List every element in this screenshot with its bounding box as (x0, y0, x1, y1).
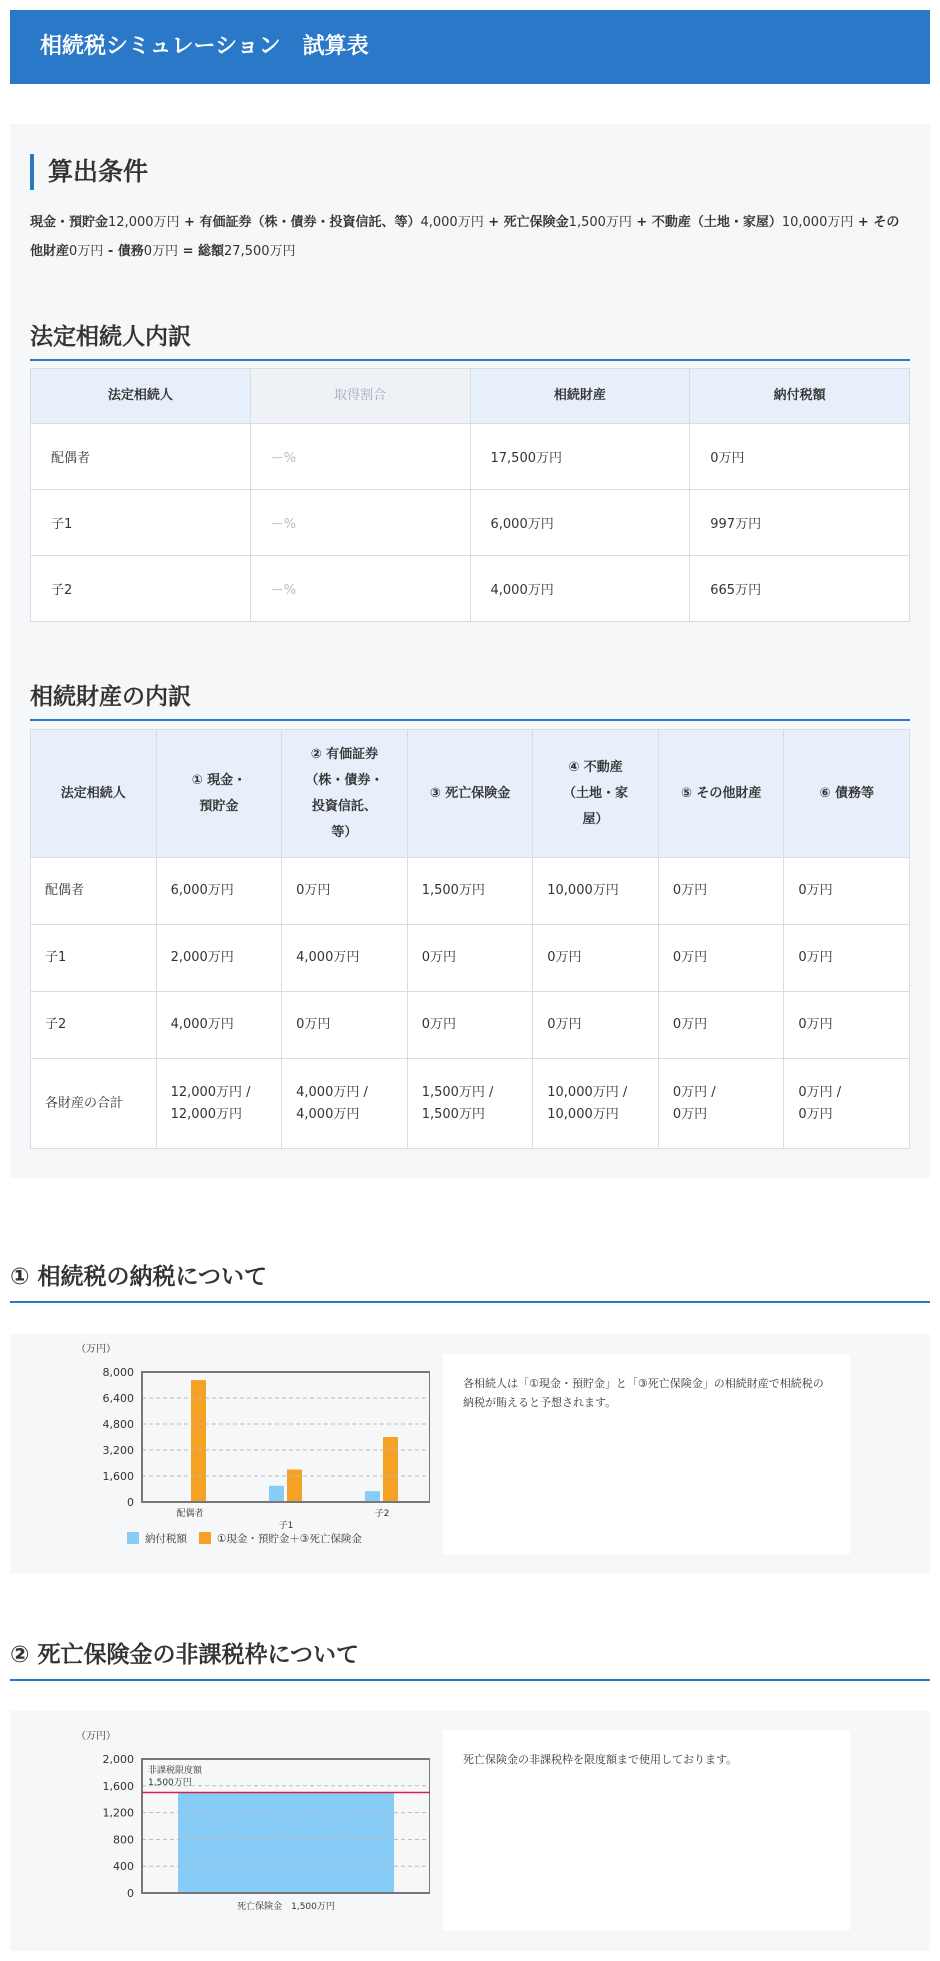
table-cell: ー% (250, 490, 470, 556)
x-tick-label: 子2 (374, 1509, 390, 1519)
bar-tax (269, 1486, 284, 1502)
y-tick-label: 2,000 (102, 1753, 134, 1766)
formula-value: 27,500万円 (224, 244, 296, 259)
y-axis-unit: （万円） (76, 1344, 116, 1355)
table-cell: 665万円 (690, 556, 910, 622)
formula-label: 現金・預貯金 (30, 215, 109, 230)
column-header: 法定相続人 (31, 730, 157, 858)
column-header: ② 有価証券 （株・債券・ 投資信託、 等） (282, 730, 408, 858)
formula-label: 不動産（土地・家屋） (651, 215, 782, 230)
table-cell: 子1 (31, 490, 251, 556)
table-cell: 0万円 (282, 992, 408, 1059)
table-cell: 各財産の合計 (31, 1059, 157, 1149)
column-header: 相続財産 (470, 369, 690, 424)
formula-label: その他財産 (30, 215, 900, 259)
x-tick-label: 子1 (278, 1521, 294, 1531)
formula-operator: = (178, 244, 198, 259)
table-cell: 4,000万円 (156, 992, 282, 1059)
formula-operator: + (179, 215, 200, 230)
table-row (31, 1059, 910, 1149)
table-cell: ー% (250, 556, 470, 622)
section2-box (10, 1711, 930, 1951)
y-tick-label: 400 (113, 1860, 134, 1874)
column-header: ③ 死亡保険金 (407, 730, 533, 858)
section2-text: 死亡保険金の非課税枠を限度額まで使用しております。 (443, 1730, 850, 1930)
table-cell: 0万円 (690, 424, 910, 490)
formula-operator: - (103, 244, 118, 259)
y-tick-label: 3,200 (102, 1444, 134, 1457)
table-cell: 10,000万円 / 10,000万円 (533, 1059, 659, 1149)
table-cell: ー% (250, 424, 470, 490)
table-cell: 0万円 / 0万円 (658, 1059, 784, 1149)
table-cell: 0万円 (533, 925, 659, 992)
table-header-row (31, 730, 910, 858)
table-cell: 12,000万円 / 12,000万円 (156, 1059, 282, 1149)
table-cell: 0万円 (784, 992, 910, 1059)
column-header: 法定相続人 (31, 369, 251, 424)
column-header: ① 現金・ 預貯金 (156, 730, 282, 858)
table-cell: 子2 (31, 556, 251, 622)
section1-title: ① 相続税の納税について (10, 1258, 930, 1303)
bar-tax (365, 1491, 380, 1502)
formula-label: 債務 (117, 244, 144, 259)
tax-chart (10, 1334, 430, 1574)
table-row (31, 556, 910, 622)
assets-table (30, 729, 910, 1149)
table-cell: 997万円 (690, 490, 910, 556)
bar-insurance (178, 1793, 394, 1894)
table-cell: 6,000万円 (156, 858, 282, 925)
table-cell: 配偶者 (31, 858, 157, 925)
section1-box (10, 1334, 930, 1574)
table-cell: 4,000万円 (470, 556, 690, 622)
table-cell: 0万円 (407, 925, 533, 992)
insurance-chart (10, 1711, 430, 1951)
page-title: 相続税シミュレーション 試算表 (40, 34, 369, 59)
y-tick-label: 0 (127, 1496, 134, 1509)
table-cell: 4,000万円 / 4,000万円 (282, 1059, 408, 1149)
column-header: 納付税額 (690, 369, 910, 424)
y-tick-label: 0 (127, 1887, 134, 1900)
x-tick-label: 死亡保険金 1,500万円 (237, 1902, 335, 1912)
table-cell: 2,000万円 (156, 925, 282, 992)
table-cell: 0万円 (784, 925, 910, 992)
table-row (31, 925, 910, 992)
table-cell: 0万円 (658, 992, 784, 1059)
table-cell: 子2 (31, 992, 157, 1059)
x-tick-label: 配偶者 (176, 1509, 204, 1519)
table-row (31, 992, 910, 1059)
column-header: ⑥ 債務等 (784, 730, 910, 858)
formula-label: 有価証券（株・債券・投資信託、等） (199, 215, 421, 230)
formula-value: 0万円 (69, 244, 104, 259)
table-cell: 4,000万円 (282, 925, 408, 992)
heirs-title: 法定相続人内訳 (30, 318, 910, 361)
y-tick-label: 8,000 (102, 1366, 134, 1379)
table-cell: 0万円 / 0万円 (784, 1059, 910, 1149)
y-axis-unit: （万円） (76, 1731, 116, 1742)
legend-swatch (127, 1532, 139, 1544)
y-tick-label: 6,400 (102, 1392, 134, 1405)
formula-operator: + (483, 215, 504, 230)
y-tick-label: 1,600 (102, 1470, 134, 1483)
formula-value: 10,000万円 (781, 215, 854, 230)
conditions-title: 算出条件 (30, 154, 148, 190)
formula-label: 総額 (198, 244, 225, 259)
formula-operator: + (853, 215, 874, 230)
table-cell: 0万円 (282, 858, 408, 925)
column-header: 取得割合 (250, 369, 470, 424)
limit-label: 非課税限度額 (148, 1766, 203, 1776)
table-row (31, 858, 910, 925)
legend-label: ①現金・預貯金＋③死亡保険金 (217, 1533, 362, 1545)
table-cell: 子1 (31, 925, 157, 992)
formula-value: 12,000万円 (108, 215, 180, 230)
table-cell: 0万円 (407, 992, 533, 1059)
table-cell: 配偶者 (31, 424, 251, 490)
column-header: ⑤ その他財産 (658, 730, 784, 858)
page-header (10, 10, 930, 84)
table-cell: 1,500万円 / 1,500万円 (407, 1059, 533, 1149)
assets-title: 相続財産の内訳 (30, 678, 910, 721)
formula-operator: + (631, 215, 652, 230)
bar-cash (383, 1437, 398, 1502)
table-cell: 0万円 (658, 858, 784, 925)
formula-value: 4,000万円 (420, 215, 484, 230)
table-cell: 1,500万円 (407, 858, 533, 925)
table-header-row (31, 369, 910, 424)
table-cell: 0万円 (658, 925, 784, 992)
column-header: ④ 不動産 （土地・家 屋） (533, 730, 659, 858)
formula-value: 1,500万円 (568, 215, 632, 230)
table-cell: 10,000万円 (533, 858, 659, 925)
conditions-formula (30, 208, 910, 266)
heirs-table (30, 368, 910, 622)
table-cell: 0万円 (784, 858, 910, 925)
formula-label: 死亡保険金 (503, 215, 569, 230)
table-row (31, 490, 910, 556)
bar-cash (287, 1470, 302, 1503)
table-cell: 6,000万円 (470, 490, 690, 556)
table-row (31, 424, 910, 490)
summary-panel (10, 124, 930, 1178)
table-cell: 0万円 (533, 992, 659, 1059)
legend-label: 納付税額 (145, 1533, 187, 1545)
formula-value: 0万円 (143, 244, 179, 259)
limit-value: 1,500万円 (148, 1778, 192, 1788)
legend-swatch (199, 1532, 211, 1544)
section1-text: 各相続人は「①現金・預貯金」と「③死亡保険金」の相続財産で相続税の納税が賄えると予想されます。 (443, 1354, 850, 1554)
y-tick-label: 4,800 (102, 1418, 134, 1431)
table-cell: 17,500万円 (470, 424, 690, 490)
y-tick-label: 1,200 (102, 1806, 134, 1820)
y-tick-label: 800 (113, 1833, 134, 1847)
section2-title: ② 死亡保険金の非課税枠について (10, 1636, 930, 1681)
y-tick-label: 1,600 (102, 1779, 134, 1793)
